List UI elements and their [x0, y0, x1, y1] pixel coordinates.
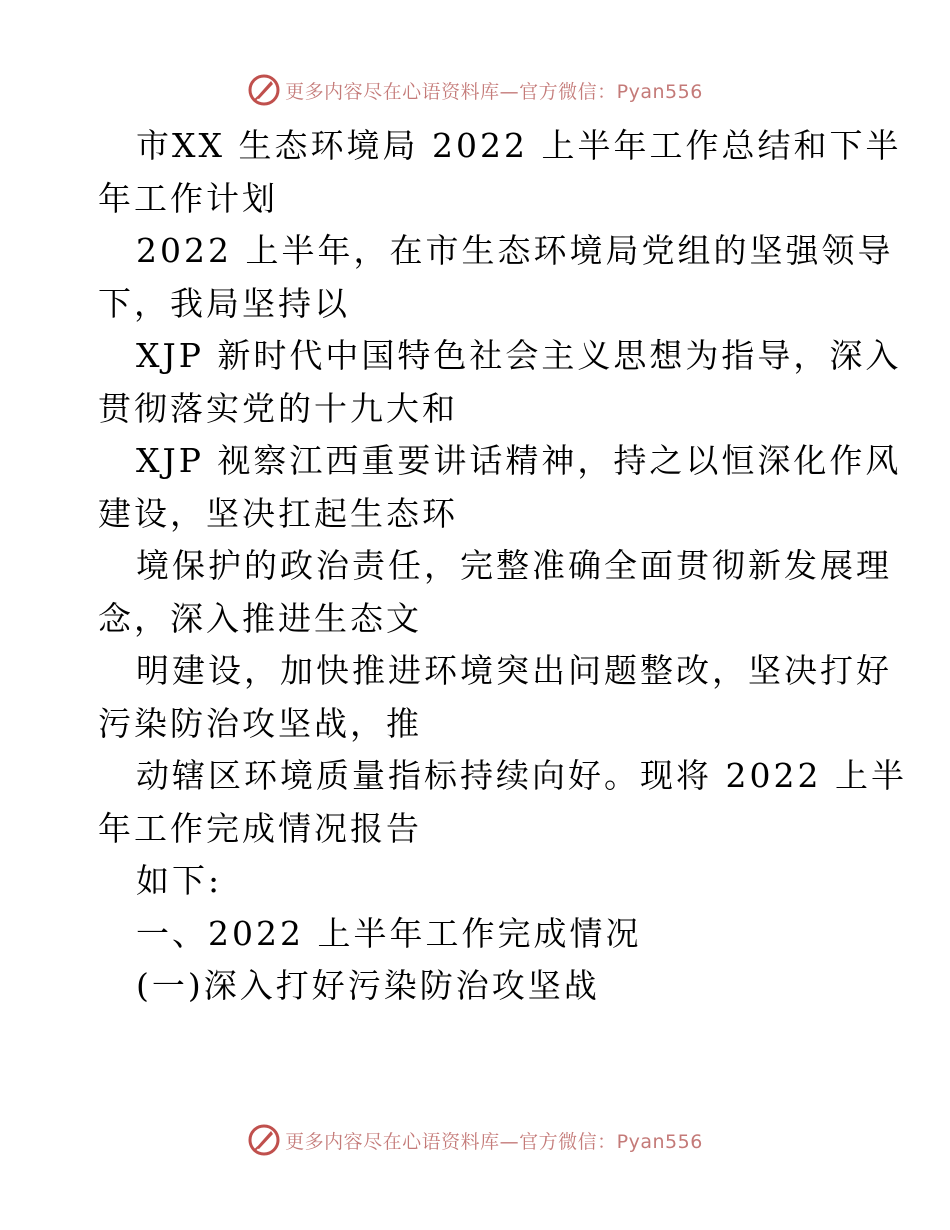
watermark-text: 更多内容尽在心语资料库—官方微信：Pyan556: [285, 1130, 703, 1153]
paragraph-line: 贯彻落实党的十九大和: [98, 388, 458, 428]
quill-seal-icon: [247, 1123, 281, 1157]
section-heading: 一、2022 上半年工作完成情况: [136, 913, 642, 953]
subsection-heading: (一)深入打好污染防治攻坚战: [136, 966, 600, 1005]
paragraph-line: 下，我局坚持以: [98, 283, 350, 323]
paragraph-line: 明建设，加快推进环境突出问题整改，坚决打好: [136, 651, 892, 690]
footer-watermark: [0, 1120, 950, 1160]
paragraph-line: 境保护的政治责任，完整准确全面贯彻新发展理: [136, 546, 892, 585]
title-line-1: 市XX 生态环境局 2022 上半年工作总结和下半: [136, 126, 902, 165]
paragraph-line: XJP 视察江西重要讲话精神，持之以恒深化作风: [136, 441, 902, 480]
paragraph-line: 污染防治攻坚战，推: [98, 703, 422, 743]
paragraph-line: 建设，坚决扛起生态环: [98, 493, 458, 533]
quill-seal-icon: [247, 73, 281, 107]
paragraph-line: XJP 新时代中国特色社会主义思想为指导，深入: [136, 336, 902, 375]
paragraph-line: 2022 上半年，在市生态环境局党组的坚强领导: [136, 231, 894, 270]
header-watermark: [0, 70, 950, 110]
watermark-text: 更多内容尽在心语资料库—官方微信：Pyan556: [285, 80, 703, 103]
paragraph-line: 动辖区环境质量指标持续向好。现将 2022 上半: [136, 756, 907, 795]
paragraph-line: 年工作完成情况报告: [98, 808, 422, 848]
title-line-2: 年工作计划: [98, 178, 278, 218]
paragraph-line: 念，深入推进生态文: [98, 598, 422, 638]
document-body: [98, 120, 907, 1013]
paragraph-line: 如下:: [136, 861, 223, 900]
